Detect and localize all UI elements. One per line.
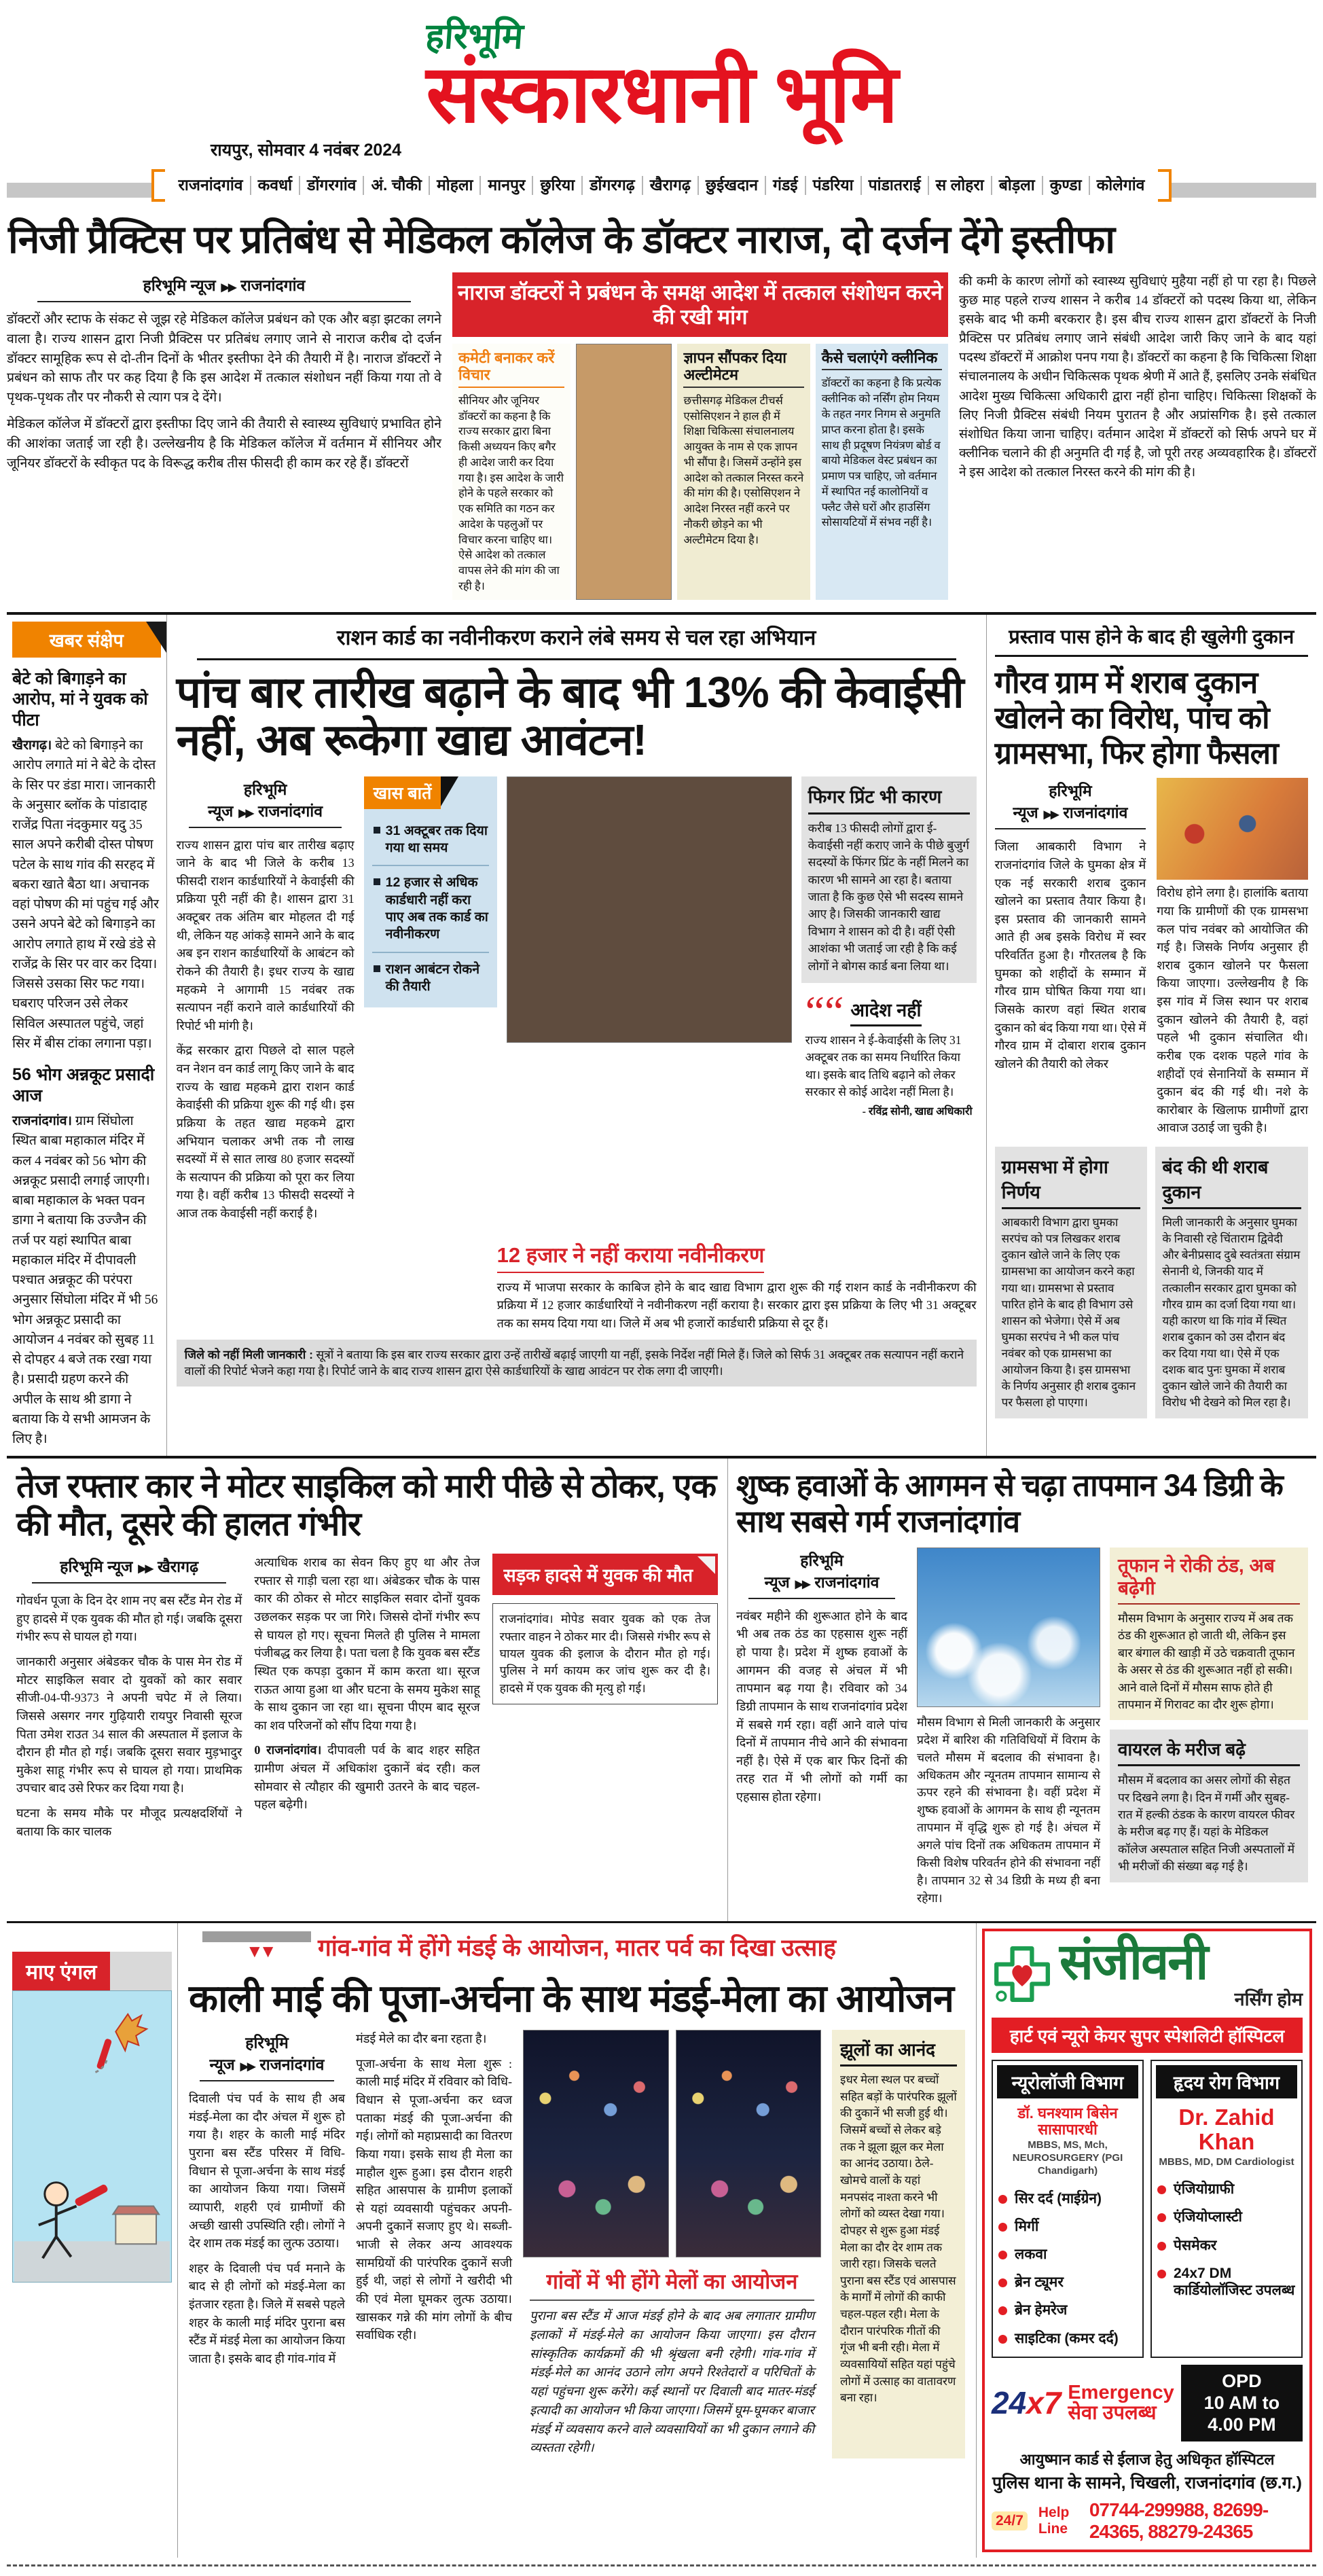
paragraph: दिवाली पंच पर्व के साथ ही अब मंडई-मेला का दौर अंचल में शुरू हो गया है। शहर के काली माई मंदिर पुराना बस स्टैंड परिसर में विधि-विधान से पूजा-अर्चना के साथ मंडई का आयोजन किया गया। जिसमें व्यापारी, शहरी एवं ग्रामीणों की अच्छी खासी उपस्थिति रही। लोगों ने देर शाम तक मंडई का लुत्फ उठाया। [189,2092,345,2251]
storm-box [1110,1548,1308,1720]
city-item: खैरागढ़ [643,176,699,195]
lead-box-text: डॉक्टरों का कहना है कि प्रत्येक क्लीनिक को नर्सिंग होम नियम के तहत नगर निगम से अनुमति प्राप्त करना होता है। इसके साथ ही प्रदूषण नियंत्रण बोर्ड व बायो मेडिकल वेस्ट प्रबंधन का प्रमाण पत्र चाहिए, जो वर्तमान में स्थापित नई कालोनियों व फ्लैट जैसे घरों और हाउसिंग सोसायटियों में संभव नहीं है। [821,376,941,529]
cities-list [154,171,1170,200]
highlight-item: राशन आबंटन रोकने की तैयारी [372,953,489,1004]
accident-column-1 [16,1554,242,1847]
cartoon-strip [12,1952,172,1990]
storm-box-title: तूफान ने रोकी ठंड, अब बढ़ेगी [1118,1554,1300,1605]
middle-band [7,615,1316,1459]
paragraph: जानकारी अनुसार अंबेडकर चौक के पास मेन रोड में मोटर साइकिल सवार दो युवकों को कार सवार सीजी-04-पी-9373 ने अपनी चपेट में ले लिया। जिससे असगर नगर गुढ़ियारी रायपुर निवासी सूरज पिता उमेश राउत 34 साल की अस्पताल में इलाज के दौरान ही मौत हो गई। जबकि दूसरा सवार मुड़भादुर मुकेश साहू गंभीर रूप से घायल हो गया। प्राथमिक उपचार बाद उसे रिफर कर दिया गया है। [16,1655,242,1795]
closed-shop-box [1155,1147,1308,1418]
sky-photo [917,1548,1100,1707]
treatment-item: ब्रेन ट्यूमर [997,2268,1138,2296]
weather-column-3 [1110,1548,1308,1914]
byline [995,779,1146,829]
storm-box-text: मौसम विभाग के अनुसार राज्य में अब तक ठंड की शुरूआत हो जाती थी, लेकिन इस बार बंगाल की खाड़ी में उठे चक्रवाती तूफान के असर से ठंड की शुरूआत नहीं हो सकी। आने वाले दिनों में मौसम साफ होते ही तापमान में गिरावट का दौर शुरू होगा। [1118,1611,1295,1711]
treatment-item: लकवा [997,2240,1138,2268]
byline-label: हरिभूमि न्यूज [208,780,287,820]
lead-box-title: ज्ञापन सौंपकर दिया अल्टीमेटम [683,349,803,388]
byline-place: राजनांदगांव [257,802,323,820]
byline-arrows-icon [216,276,241,294]
box-text: आबकारी विभाग द्वारा घुमका सरपंच को पत्र लिखकर शराब दुकान खोले जाने के लिए एक ग्रामसभा का आयोजन करने कहा गया था। ग्रामसभा से प्रस्ताव पारित होने के बाद ही विभाग उसे शासन को भेजेगा। ऐसे में अब घुमका सरपंच ने भी कल पांच नवंबर को एक ग्रामसभा का आयोजन किया है। इस ग्रामसभा के निर्णय अनुसार ही शराब दुकान पर फैसला हो पाएगा। [1001,1216,1136,1410]
city-item: मानपुर [481,176,533,195]
highlights-label: खास बातें [364,776,441,809]
paragraph: अत्याधिक शराब का सेवन किए हुए था और तेज रफ्तार से गाड़ी चला रहा था। अंबेडकर चौक के पास कार की ठोकर से मोटर साइकिल सवार दोनों युवक उछलकर सड़क पर जा गिरे। जिससे दोनों गंभीर रूप से घायल हो गए। सूचना मिलते ही पुलिस ने मामला पंजीबद्ध कर लिया है। पता चला है कि युवक बस स्टैंड स्थित एक कपड़ा दुकान में काम करता था। सूरज राऊत आया हुआ था और घटना के समय मुकेश साहू के साथ दुकान जा रहा था। सूचना पीएम बाद सूरज का शव परिजनों को सौंप दिया गया है। [254,1556,480,1732]
brief-body: बेटे को बिगाड़ने का आरोप लगाते मां ने बेटे के दोस्त के सिर पर डंडा मारा। जानकारी के अनुसार ब्लॉक के पांडादाह राजेंद्र पिता नंदकुमार यदु 35 साल अपने करीबी दोस्त पोषण पटेल के साथ गांव की सरहद में बकरा खाते बैठा था। अचानक वहां पोषण की मां पहुंच गई और उसने अपने बेटे को बिगाड़ने का आरोप लगाते हाथ में रखे डंडे से राजेंद्र के सिर पर वार कर दिया। जिससे उसका सिर फट गया। घबराए परिजन उसे लेकर सिविल अस्पातल पहुंचे, जहां सिर में बीस टांका लगाना पड़ा। [12,738,160,1051]
ration-headline: पांच बार तारीख बढ़ाने के बाद भी 13% की केवाईसी नहीं, अब रूकेगा खाद्य आवंटन! [176,667,964,765]
cartoon-label: माए एंगल [12,1952,110,1990]
brief-dateline: 0 राजनांदगांव। [254,1743,322,1757]
accident-column-2 [254,1554,479,1847]
fingerprint-box [801,776,977,983]
city-item: राजनांदगांव [172,176,251,195]
paragraph: की कमी के कारण लोगों को स्वास्थ्य सुविधाएं मुहैया नहीं हो पा रहा है। पिछले कुछ माह पहले राज्य शासन ने करीब 14 डॉक्टरों को पदस्थ किया था, लेकिन इसके बाद भी कमी बरकरार है। इस बीच राज्य शासन द्वारा डॉक्टरों के निजी प्रैक्टिस पर प्रतिबंध लगाए जाने संबंधी आदेश जारी किए जाने के बाद यहां पदस्थ डॉक्टरों में आक्रोश पनप गया है। डॉक्टरों का कहना है कि चिकित्सा शिक्षा संचालनालय के अधीन चिकित्सक पृथक श्रेणी में आते हैं, इसलिए उनके संबंधित आदेश मुख्य चिकित्सा अधिकारी द्वारा नहीं होना चाहिए। चिकित्सा शिक्षकों के लिए निजी प्रैक्टिस संबंधी नियम पुरातन है और अप्रांसगिक है। इसे तत्काल संशोधित किया जाना चाहिए। वर्तमान आदेश में डॉक्टरों को सिर्फ अपने घर में क्लीनिक चलाने की ही अनुमति दी गई है, जो पूरी तरह अव्यवहारिक है। डॉक्टरों ने इस आदेश को तत्काल निरस्त करने की मांग की है। [959,274,1316,480]
weather-column-1 [736,1548,907,1914]
ration-substory [497,1240,977,1333]
treatment-item: मिर्गी [997,2213,1138,2240]
24x7-badge-icon: 24x7 [992,2385,1062,2421]
mandai-subhead: गांवों में भी होंगे मेलों का आयोजन [530,2267,814,2301]
medical-college-photo [576,344,672,600]
mandai-story [178,1923,977,2558]
byline-place: राजनांदगांव [240,276,306,294]
paragraph: मंडई मेले का दौर बना रहता है। [356,2032,487,2046]
viral-box-title: वायरल के मरीज बढ़े [1118,1736,1300,1766]
byline-place: राजनांदगांव [1063,804,1128,822]
lead-box-memorandum [677,344,810,600]
ad-brand-name: संजीवनी [1059,1933,1208,1990]
mandai-column-1 [189,2030,345,2458]
city-item: स लोहरा [929,176,992,195]
diwali-brief [254,1741,479,1814]
city-item: कुण्डा [1043,176,1090,195]
byline [32,1555,226,1584]
highlights-box [364,776,497,1008]
mandai-kicker-text: गांव-गांव में होंगे मंडई के आयोजन, मातर पर्व का दिखा उत्साह [317,1934,836,1961]
liquor-kicker: प्रस्ताव पास होने के बाद ही खुलेगी दुकान [995,623,1308,657]
city-item: मोहला [430,176,481,195]
paragraph: पूजा-अर्चना के साथ मेला शुरू : काली माई मंदिर में रविवार को विधि-विधान से पूजा-अर्चना कर ध्वज पताका मंडई की पूजा-अर्चना की गई। लोगों को महाप्रसादी का वितरण किया गया। इसके साथ ही मेला का माहौल शुरू हुआ। इस दौरान शहरी सहित आसपास के ग्रामीण इलाकों से यहां व्यवसायी पहुंचकर अपनी-अपनी दुकानें सजाए हुए थे। सब्जी-भाजी से लेकर अन्य आवश्यक सामग्रियों की पारंपरिक दुकानें सजी हुई थी, जहां से लोगों ने खरीदी भी की एवं मेला घूमकर लुत्फ उठाया। खासकर गन्ने की मांग लोगों के बीच सर्वाधिक रही। [356,2056,512,2342]
lead-box-clinic [816,344,948,600]
treatment-item: साइटिका (कमर दर्द) [997,2325,1138,2353]
accident-story [7,1459,728,1920]
helpline-badge-icon: 24/7 [992,2511,1028,2530]
doctor-name: डॉ. घनश्याम बिसेन सासापारधी [1017,2104,1118,2139]
byline [189,778,342,828]
sanjeevani-ad [982,1929,1312,2552]
kicker-mark-icon [202,1931,311,1942]
ration-subhead: 12 हजार ने नहीं कराया नवीनीकरण [497,1240,765,1273]
liquor-headline: गौरव ग्राम में शराब दुकान खोलने का विरोध, पांच को ग्रामसभा, फिर होगा फैसला [994,664,1278,771]
city-item: पंडरिया [806,176,862,195]
paragraph: जिला आबकारी विभाग ने राजनांदगांव जिले के घुमका क्षेत्र में एक नई सरकारी शराब दुकान खोलने का प्रस्ताव तैयार किया है। इस प्रस्ताव की जानकारी सामने आते ही अब इसके विरोध में स्वर परिवर्तित हुआ है। गौरतलब है कि घुमका को शहीदों के सम्मान में गौरव ग्राम घोषित किया गया था। जिसके कारण वहां स्थित शराब दुकान को बंद किया गया था। ऐसे में गौरव ग्राम में दोबारा शराब दुकान खोलने की तैयारी को लेकर [994,840,1146,1071]
lead-box-text: छत्तीसगढ़ मेडिकल टीचर्स एसोसिएशन ने हाल ही में शिक्षा चिकित्सा संचालनालय आयुक्त के नाम से एक ज्ञापन भी सौंपा है। जिसमें उन्होंने इस आदेश को तत्काल निरस्त करने की मांग की है। एसोसिएशन ने आदेश निरस्त नहीं करने पर नौकरी छोड़ने का भी अल्टीमेटम दिया है। [683,393,804,546]
news-briefs-sidebar [7,615,167,1456]
fingerprint-box-text: करीब 13 फीसदी लोगों द्वारा ई-केवाईसी नहीं कराए जाने के पीछे बुजुर्ग सदस्यों के फिंगर प्रिंट के नहीं मिलने का कारण भी सामने आ रहा है। बताया जाता है कि कुछ ऐसे भी सदस्य सामने आए है। जिसकी जानकारी खाद्य विभाग ने शासन को दी है। वहीं ऐसी आशंका भी जताई जा रही है कि कई लोगों ने बोगस कार्ड बना लिया था। [808,821,970,973]
doctor-name: Dr. Zahid Khan [1178,2104,1275,2155]
quote-title: आदेश नहीं [850,997,921,1026]
city-item: कवर्धा [251,176,301,195]
treatment-item: एंजियोप्लास्टी [1156,2203,1297,2231]
mela-photo-2 [676,2030,822,2257]
swings-box [832,2030,965,2458]
byline-place: राजनांदगांव [259,2056,325,2074]
mandai-subtext: पुराना बस स्टैंड में आज मंडई होने के बाद अब लगातार ग्रामीण इलाकों में मंडई-मेले का आयोजन किया जाएगा। इस दौरान सांस्कृतिक कार्यक्रमों की भी श्रृंखला बनी रहेगी। गांव-गांव में मंडई-मेले का आनंद उठाने लोग अपने रिश्तेदारों व परिचितों के यहां पहुंचना शुरू करेंगे। कई स्थानों पर दिवाली बाद मातर-मंडई इत्यादी का आयोजन भी किया जाएगा। जिसमें घूम-घूमकर बाजार मंडई में व्यवसाय करने वाले व्यवसायियों का भी दुकान लगाने की व्यस्तता रहेगी। [530,2310,814,2456]
brief-text [12,1111,161,1449]
byline-label: हरिभूमि न्यूज [209,2034,289,2074]
byline [37,274,411,302]
mandai-substory [523,2267,821,2458]
paragraph: गोवर्धन पूजा के दिन देर शाम नए बस स्टैंड मेन रोड में हुए हादसे में एक युवक की मौत हो गई। जबकि दूसरा गंभीर रूप से घायल हो गया। [16,1594,242,1644]
byline-arrows-icon [235,2056,260,2073]
lead-box-title: कैसे चलाएंगे क्लीनिक [822,349,942,370]
city-item: छुरिया [533,176,583,195]
city-item: पांडातराई [862,176,929,195]
opd-hours [1181,2365,1303,2441]
byline-place: राजनांदगांव [814,1573,880,1591]
fingerprint-box-title: फिगर प्रिंट भी कारण [808,783,970,815]
accident-column-3 [492,1554,718,1847]
ad-tagline: हार्ट एवं न्यूरो केयर सुपर स्पेशलिटी हॉस्पिटल [992,2018,1303,2053]
gramsabha-box [995,1147,1148,1418]
highlights-list [364,809,497,1004]
byline-arrows-icon [233,802,258,820]
treatment-item: सिर दर्द (माईग्रेन) [997,2185,1138,2213]
accident-box: राजनांदगांव। मोपेड सवार युवक को एक तेज रफ्तार वाहन ने ठोकर मार दी। जिससे गंभीर रूप से घायल युवक की इलाज के दौरान मौत हो गई। पुलिस ने मर्ग कायम कर जांच शुरू कर दी है। हादसे में एक युवक की मृत्यु हो गई। [492,1603,718,1704]
byline-label: हरिभूमि न्यूज [1013,782,1092,822]
brief-body: ग्राम सिंघोला स्थित बाबा महाकाल मंदिर में कल 4 नवंबर को 56 भोग की अन्नकूट प्रसादी लगाई जाएगी। बाबा महाकाल के भक्त पवन डागा ने बताया कि उज्जैन की तर्ज पर यहां स्थापित बाबा महाकाल मंदिर में दीपावली पश्चात अन्नकूट की परंपरा अनुसार सिंघोला मंदिर में भी 56 भोग अन्नकूट प्रसादी का आयोजन 4 नवंबर को सुबह 11 से दोपहर 4 बजे तक रखा गया है। प्रसादी ग्रहण करने की अपील के साथ श्री डागा ने बताया कि ये सभी आमजन के लिए है। [12,1114,158,1447]
mandai-column-2 [356,2030,512,2458]
city-item: कोलेगांव [1096,176,1145,194]
box-text: मिली जानकारी के अनुसार घुमका के निवासी रहे चिंताराम द्विवेदी और बेनीप्रसाद दुबे स्वतंत्रता संग्राम सेनानी थे, जिनकी याद में तत्कालीन सरकार द्वारा घुमका को गौरव ग्राम का दर्जा दिया गया था। यही कारण था कि गांव में स्थित शराब दुकान को उस दौरान बंद कर दिया गया था। ऐसे में एक दशक बाद पुनः घुमका में शराब दुकान खोले जाने की तैयारी का विरोध भी देखने को मिल रहा है। [1162,1216,1301,1410]
ration-column-1 [177,776,355,1230]
brief-dateline: खैरागढ़। [12,738,52,753]
byline-label: हरिभूमि न्यूज [764,1551,844,1591]
ration-kicker: राशन कार्ड का नवीनीकरण कराने लंबे समय से चल रहा अभियान [197,623,956,660]
accident-flag-banner: सड़क हादसे में युवक की मौत [492,1554,718,1595]
masthead-title: संस्कारधानी भूमि [426,50,897,139]
brief-item [12,668,161,1054]
cities-strip [7,171,1316,210]
bracket-left-icon [151,169,165,202]
weather-story [728,1459,1316,1920]
highlight-item: 31 अक्टूबर तक दिया गया था समय [372,815,489,867]
bottom-band [7,1923,1316,2558]
neurology-dept [992,2060,1144,2358]
paragraph: घटना के समय मौके पर मौजूद प्रत्यक्षदर्शियों ने बताया कि कार चालक [16,1806,242,1838]
brief-text [12,736,161,1054]
box-title: बंद की थी शराब दुकान [1162,1153,1301,1209]
emergency-line2: सेवा उपलब्ध [1068,2402,1157,2425]
doctor-qualifications: MBBS, MD, DM Cardiologist [1159,2155,1294,2168]
ration-story [167,615,987,1456]
hospital-cross-icon [992,1944,1053,2005]
bottom-left-column [7,1923,178,2558]
byline-label: हरिभूमि न्यूज [143,276,216,294]
brief-body: दीपावली पर्व के बाद शहर सहित ग्रामीण अंचल में अधिकांश दुकानें बंद रही। कल सोमवार से त्यौहार की खुमारी उतरने के बाद चहल-पहल बढ़ेगी। [254,1743,480,1812]
swings-box-title: झूलों का आनंद [840,2037,957,2067]
paragraph: मौसम विभाग से मिली जानकारी के अनुसार प्रदेश में बारिश की गतिविधियों में विराम के चलते मौसम में बदलाव की संभावना है। अधिकतम और न्यूनतम तापमान सामान्य से ऊपर रहने की संभावना है। वहीं प्रदेश में शुष्क हवाओं के आगमन के साथ ही न्यूनतम तापमान में वृद्धि शुरू हो गई है। अंचल में अगले पांच दिनों तक अधिकतम तापमान में किसी विशेष परिवर्तन होने की संभावना नहीं है। तापमान 32 से 34 डिग्री के मध्य ही बना रहेगा। [917,1715,1100,1905]
ad-brand-subtitle: नर्सिंग होम [1234,1988,1303,2009]
mandai-headline: काली माई की पूजा-अर्चना के साथ मंडई-मेला का आयोजन [189,1976,954,2020]
bottom-divider [7,2564,1316,2566]
treatment-item: एंजियोग्राफी [1156,2175,1297,2203]
treatment-list [997,2185,1138,2353]
ad-address: पुलिस थाना के सामने, चिखली, राजनांदगांव (छ.ग.) [992,2473,1302,2492]
ration-note-strip [177,1340,977,1387]
paragraph: केंद्र सरकार द्वारा पिछले दो साल पहले वन नेशन वन कार्ड लागू किए जाने के बाद राज्य के खाद्य महकमे द्वारा राशन कार्ड केवाईसी की प्रक्रिया शुरू की गई थी। इस प्रक्रिया के तहत खाद्य महकमे द्वारा अभियान चलाकर अभी तक नौ लाख सदस्यों में से सात लाख 80 हजार सदस्यों के सत्यापन की प्रक्रिया को पूरा कर लिया गया है। वहीं करीब 13 फीसदी सदस्यों ने आज तक केवाईसी नहीं कराई है। [176,1043,355,1221]
viral-box-text: मौसम में बदलाव का असर लोगों की सेहत पर दिखने लगा है। दिन में गर्मी और सुबह-रात में हल्की ठंडक के कारण वायरल फीवर के मरीज बढ़ गए हैं। यहां के मेडिकल कॉलेज अस्पताल सहित निजी अस्पतालों में भी मरीजों की संख्या बढ़ गई है। [1118,1773,1295,1874]
byline [748,1549,896,1599]
briefs-header: खबर संक्षेप [12,622,161,658]
brief-title: 56 भोग अन्नकूट प्रसादी आज [12,1065,155,1105]
paragraph: मेडिकल कॉलेज में डॉक्टरों द्वारा इस्तीफा दिए जाने की तैयारी से स्वास्थ्य सुविधाएं प्रभावित होने की आशंका जताई जा रही है। उल्लेखनीय है कि मेडिकल कॉलेज में वर्तमान में सीनियर और जूनियर डॉक्टरों के स्वीकृत पद के विरूद्ध करीब तीस फीसदी ही काम कर रहे हैं। डॉक्टरों [7,417,441,471]
emergency-text [1068,2382,1174,2424]
lead-banner: नाराज डॉक्टरों ने प्रबंधन के समक्ष आदेश में तत्काल संशोधन करने की रखी मांग [452,272,948,337]
lead-column-1 [7,272,441,600]
masthead-logo: हरिभूमि [424,17,525,56]
dept-header: न्यूरोलॉजी विभाग [997,2065,1138,2098]
ration-photo-wrap [507,776,792,1230]
city-item: अं. चौकी [364,176,430,195]
lead-middle-block [452,272,948,600]
paragraph: डॉक्टरों और स्टाफ के संकट से जूझ रहे मेडिकल कॉलेज प्रबंधन को एक और बड़ा झटका लगने वाला है। राज्य शासन द्वारा निजी प्रैक्टिस पर प्रतिबंध लगाए जाने से नाराज करीब दो दर्जन डॉक्टर सामूहिक रूप से दो-तीन दिनों के भीतर इस्तीफा देने की तैयारी में है। नाराज डॉक्टरों ने प्रबंधन को साफ तौर पर कह दिया है कि इस आदेश में तत्काल संशोधन नहीं किया गया तो वे पृथक-पृथक तौर पर नौकरी से त्याग पत्र दे देंगे। [7,312,441,406]
byline-arrows-icon [790,1573,815,1591]
weather-headline: शुष्क हवाओं के आगमन से चढ़ा तापमान 34 डिग्री के साथ सबसे गर्म राजनांदगांव [736,1468,1283,1539]
opd-label: OPD [1222,2370,1262,2391]
viral-box [1110,1730,1308,1882]
angle-cartoon [12,1990,172,2283]
ration-shop-photo [507,776,792,1043]
byline-label: हरिभूमि न्यूज [60,1558,133,1576]
byline [200,2031,334,2081]
masthead-dateline: रायपुर, सोमवार 4 नवंबर 2024 [211,141,402,160]
paragraph: विरोध होने लगा है। हालांकि बताया गया कि ग्रामीणों की एक ग्रामसभा कल पांच नवंबर को आयोजित की गई है। जिसके निर्णय अनुसार ही शराब दुकान खोलने पर फैसला किया जाएगा। उल्लेखनीय है कि इस गांव में जिस स्थान पर शराब दुकान खोलने की तैयारी है, वहां पहले भी दुकान संचालित थी। करीब एक दशक पहले गांव के शहीदों एवं सेनानियों के सम्मान में दुकान बंद की गई थी। नशे के कारोबार के खिलाफ ग्रामीणों द्वारा आवाज उठाई जा चुकी है। [1157,886,1308,1135]
cardiology-dept [1150,2060,1303,2358]
helpline-numbers: 07744-299988, 82699-24365, 88279-24365 [1089,2499,1269,2542]
quote-attribution: - रविंद्र सोनी, खाद्य अधिकारी [862,1106,973,1118]
treatment-item: पेसमेकर [1156,2232,1297,2259]
paragraph: राज्य शासन द्वारा पांच बार तारीख बढ़ाए जाने के बाद भी जिले के करीब 13 फीसदी राशन कार्डधारियों ने केवाईसी की प्रक्रिया पूरी नहीं की है। शासन द्वारा 31 अक्टूबर तक अंतिम बार मोहलत दी गई थी, लेकिन यह आंकड़े सामने आने के बाद अब इन राशन कार्डधारियों के आबंटन को रोकने की तैयारी है। इधर राज्य के खाद्य महकमे ने आगामी 15 नवंबर तक सत्यापन नहीं कराने वाले कार्डधारियों की रिपोर्ट भी मांगी है। [176,838,355,1033]
box-title: ग्रामसभा में होगा निर्णय [1002,1153,1141,1209]
masthead [7,4,1316,210]
paragraph: नवंबर महीने की शुरूआत होने के बाद भी अब तक ठंड का एहसास शुरू नहीं हो पाया है। प्रदेश में शुष्क हवाओं के आगमन की वजह से अंचल में भी तापमान बढ़ गया है। रविवार को 34 डिग्री तापमान के साथ राजनांदगांव प्रदेश में सबसे गर्म रहा। वहीं आने वाले पांच दिनों में तापमान नीचे आने की संभावना नहीं है। ऐसे में एक बार फिर दिनों की तरह रात में भी लोगों को गर्मी का एहसास होता रहेगा। [736,1609,907,1804]
weather-column-2 [917,1548,1100,1914]
city-item: छुईखदान [699,176,766,195]
lower-band [7,1459,1316,1922]
angle-cartoon-svg [13,1991,171,2282]
ad-ayushman-line: आयुष्मान कार्ड से ईलाज हेतु अधिकृत हॉस्पिटल [1019,2450,1275,2468]
city-item: गंडई [766,176,806,195]
city-item: बोड़ला [992,176,1043,195]
liquor-story [987,615,1316,1456]
mandai-middle [523,2030,821,2458]
note-lead: जिले को नहीं मिली जानकारी : [184,1347,313,1361]
paragraph: शहर के दिवाली पंच पर्व मनाने के बाद से ही लोगों को मंडई-मेला का इंतजार रहता है। जिले में सबसे पहले शहर के काली माई मंदिर पुराना बस स्टैंड में मंडई मेला का आयोजन किया जाता है। इसके बाद ही गांव-गांव में [189,2261,345,2365]
lead-headline: निजी प्रैक्टिस पर प्रतिबंध से मेडिकल कॉलेज के डॉक्टर नाराज, दो दर्जन देंगे इस्तीफा [8,218,1115,262]
opd-time: 10 AM to 4.00 PM [1203,2393,1280,2435]
lead-box-text: सीनियर और जूनियर डॉक्टरों का कहना है कि राज्य सरकार द्वारा बिना किसी अध्ययन किए बगैर ही आदेश जारी कर दिया गया है। इस आदेश के जारी होने के पहले सरकार को एक समिति का गठन कर आदेश के पहलुओं पर विचार करना चाहिए था। ऐसे आदेश को तत्काल वापस लेने की मांग की जा रही है। [458,393,564,592]
ration-subhead-text: राज्य में भाजपा सरकार के काबिज होने के बाद खाद्य विभाग द्वारा शुरू की गई राशन कार्ड के नवीनीकरण की प्रक्रिया में 12 हजार कार्डधारियों ने नवीनीकरण नहीं कराया है। सरकार द्वारा इस प्रक्रिया के लिए भी 31 अक्टूबर तक का समय दिया गया था। जिले में अब भी हजारों कार्डधारी प्रक्रिया से दूर हैं। [496,1280,977,1330]
city-item: डोंगरगांव [300,176,364,195]
bracket-right-icon [1158,169,1172,202]
quote-text: राज्य शासन ने ई-केवाईसी के लिए 31 अक्टूबर तक का समय निर्धारित किया था। इसके बाद तिथि बढ़ाने को लेकर सरकार से कोई आदेश नहीं मिला है। [805,1033,962,1099]
note-text: सूत्रों ने बताया कि इस बार राज्य सरकार द्वारा उन्हें तारीखें बढ़ाई जाएगी या नहीं, इसके निर्देश नहीं मिले हैं। जिले को सिर्फ 31 अक्टूबर तक सत्यापन नहीं कराने वालों की रिपोर्ट भेजने कहा गया है। रिपोर्ट जाने के बाद राज्य शासन द्वारा ऐसे कार्डधारियों के खाद्य आवंटन पर रोक लगा दी जाएगी। [184,1347,964,1378]
mandai-kicker [189,1931,965,1963]
doctor-qualifications: MBBS, MS, Mch, NEUROSURGERY (PGI Chandigarh) [1012,2139,1123,2177]
byline-place: खैरागढ़ [157,1558,199,1576]
highlight-item: 12 हजार से अधिक कार्डधारी नहीं करा पाए अब तक कार्ड का नवीनीकरण [372,866,489,952]
treatment-item: ब्रेन हेमरेज [997,2296,1138,2324]
mela-photo-1 [523,2030,669,2257]
emergency-line1: Emergency [1068,2381,1174,2403]
treatment-item: 24x7 DM कार्डियोलॉजिस्ट उपलब्ध [1156,2259,1297,2304]
brief-title: बेटे को बिगाड़ने का आरोप, मां ने युवक को पीटा [12,668,148,730]
accident-headline: तेज रफ्तार कार ने मोटर साइकिल को मारी पीछे से ठोकर, एक की मौत, दूसरे की हालत गंभीर [16,1468,717,1543]
byline-arrows-icon [1038,804,1064,821]
brief-dateline: राजनांदगांव। [12,1114,72,1129]
byline-arrows-icon [132,1558,158,1575]
lead-column-4 [959,272,1316,600]
dept-header: हृदय रोग विभाग [1156,2065,1297,2098]
treatment-list [1156,2175,1297,2304]
brief-item [12,1065,161,1449]
helpline-label: Help Line [1038,2504,1070,2537]
lead-story [7,267,1316,615]
lead-box-title: कमेटी बनाकर करें विचार [458,349,564,388]
city-item: डोंगरगढ़ [583,176,643,195]
official-quote-box [801,986,977,1122]
ration-column-4 [801,776,977,1230]
quote-icon: ““ [805,986,844,1035]
liquor-cartoon-image [1157,778,1308,880]
swings-box-text: इधर मेला स्थल पर बच्चों सहित बड़ों के पारंपरिक झूलों की दुकानें भी सजी हुई थी। जिसमें बच्चों से लेकर बड़े तक ने झूला झूल कर मेला का आनंद उठाया। ठेले-खोमचे वालों के यहां मनपसंद नाश्ता करने भी लोगों को व्यस्त देखा गया। दोपहर से शुरू हुआ मंडई मेला का दौर देर शाम तक जारी रहा। जिसके चलते पुराना बस स्टैंड एवं आसपास के मार्गों में लोगों की काफी चहल-पहल रही। मेला के दौरान पारंपरिक गीतों की गूंज भी बनी रही। मेला में व्यवसायियों सहित यहां पहुंचे लोगों में उत्साह का वातावरण बना रहा। [840,2073,957,2405]
lead-box-committee [452,344,570,600]
